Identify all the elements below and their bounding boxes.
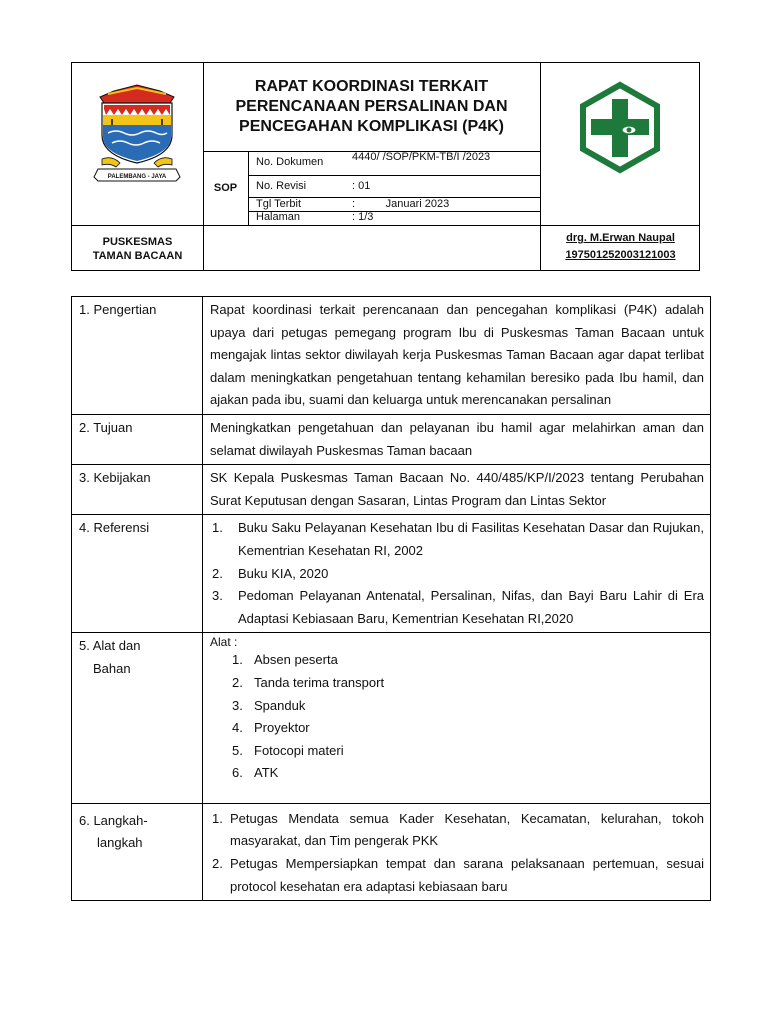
list-item bbox=[210, 808, 704, 853]
document-title-text: RAPAT KOORDINASI TERKAIT PERENCANAAN PERSALINAN DAN PENCEGAHAN KOMPLIKASI (P4K) bbox=[235, 78, 508, 135]
alat-list bbox=[210, 649, 704, 785]
meta-row-revisi bbox=[248, 175, 540, 198]
organization-name bbox=[72, 226, 204, 271]
tujuan-text: Meningkatkan pengetahuan dan pelayanan ibu hamil agar melahirkan aman dan selamat diwilayah Puskesmas Taman bacaan bbox=[210, 419, 704, 458]
list-text: Fotocopi materi bbox=[254, 742, 344, 758]
list-item bbox=[210, 672, 704, 695]
section-content bbox=[203, 414, 711, 464]
section-content bbox=[203, 803, 711, 900]
list-number: 2. bbox=[232, 674, 243, 690]
section-content bbox=[203, 633, 711, 804]
list-item bbox=[210, 740, 704, 763]
alat-heading: Alat : bbox=[210, 635, 238, 650]
section-content bbox=[203, 515, 711, 633]
list-item bbox=[210, 563, 704, 586]
list-number: 3. bbox=[232, 697, 243, 713]
sop-label bbox=[203, 151, 249, 225]
table-row bbox=[72, 297, 711, 415]
list-number: 4. bbox=[232, 720, 243, 736]
section-label bbox=[72, 633, 203, 804]
list-item bbox=[210, 649, 704, 672]
list-text: Tanda terima transport bbox=[254, 674, 385, 690]
list-item bbox=[210, 853, 704, 898]
section-label-text: 2. Tujuan bbox=[79, 419, 133, 435]
list-text: Buku KIA, 2020 bbox=[238, 565, 329, 581]
list-text: Absen peserta bbox=[254, 652, 338, 668]
table-row bbox=[72, 465, 711, 515]
list-number: 1. bbox=[212, 810, 223, 826]
signer-nip: 197501252003121003 bbox=[565, 249, 676, 261]
document-meta bbox=[248, 151, 540, 225]
sop-content-table bbox=[71, 296, 711, 901]
section-label bbox=[72, 414, 203, 464]
puskesmas-logo-cell bbox=[540, 63, 700, 225]
header-bottom-row bbox=[72, 225, 699, 271]
list-item bbox=[210, 717, 704, 740]
section-label-text: langkah bbox=[97, 835, 143, 851]
kebijakan-text: SK Kepala Puskesmas Taman Bacaan No. 440/485/KP/I/2023 tentang Perubahan Surat Keputusan dengan Sasaran, Lintas Program dan Lintas Sektor bbox=[210, 470, 704, 508]
list-text: Petugas Mendata semua Kader Kesehatan, Kecamatan, kelurahan, tokoh masyarakat, dan Tim pengerak PKK bbox=[230, 810, 704, 849]
puskesmas-logo-icon bbox=[541, 63, 700, 225]
meta-label: No. Dokumen bbox=[256, 156, 324, 168]
list-number: 5. bbox=[232, 742, 243, 758]
document-title bbox=[203, 63, 540, 152]
list-text: Pedoman Pelayanan Antenatal, Persalinan, Nifas, dan Bayi Baru Lahir di Era Adaptasi Kebiasaan Baru, Kementrian Kesehatan RI,2020 bbox=[238, 588, 704, 626]
list-text: Spanduk bbox=[254, 697, 306, 713]
list-number: 3. bbox=[212, 588, 223, 604]
sop-label-text: SOP bbox=[213, 182, 238, 194]
organization-name-text: PUSKESMAS TAMAN BACAAN bbox=[92, 235, 183, 262]
table-row bbox=[72, 515, 711, 633]
section-label-text: 3. Kebijakan bbox=[79, 470, 151, 486]
meta-row-halaman bbox=[248, 211, 540, 225]
list-number: 1. bbox=[232, 652, 243, 668]
section-content bbox=[203, 465, 711, 515]
section-label bbox=[72, 465, 203, 515]
meta-value: : 1/3 bbox=[352, 211, 374, 223]
section-label bbox=[72, 515, 203, 633]
section-label-text: 4. Referensi bbox=[79, 520, 150, 536]
table-row bbox=[72, 414, 711, 464]
city-logo-cell bbox=[72, 63, 204, 225]
section-label bbox=[72, 297, 203, 415]
section-label-text: 1. Pengertian bbox=[79, 302, 157, 317]
section-label bbox=[72, 803, 203, 900]
section-content bbox=[203, 297, 711, 415]
meta-value: : Januari 2023 bbox=[352, 198, 450, 210]
meta-row-terbit bbox=[248, 197, 540, 212]
list-number: 2. bbox=[212, 856, 223, 872]
meta-label: No. Revisi bbox=[256, 180, 307, 192]
list-item bbox=[210, 762, 704, 785]
section-label-text: 6. Langkah- bbox=[79, 812, 148, 828]
meta-value: : 01 bbox=[352, 180, 371, 192]
meta-value: 4440/ /SOP/PKM-TB/I /2023 bbox=[352, 151, 491, 163]
referensi-list bbox=[210, 517, 704, 630]
meta-label: Tgl Terbit bbox=[256, 198, 302, 210]
section-label-text: 5. Alat dan bbox=[79, 638, 141, 654]
meta-row-dokumen bbox=[248, 151, 540, 176]
list-number: 1. bbox=[212, 520, 223, 536]
emblem-ribbon-text: PALEMBANG - JAYA bbox=[107, 174, 167, 180]
meta-label: Halaman bbox=[256, 211, 301, 223]
list-number: 2. bbox=[212, 565, 223, 581]
sop-header bbox=[71, 62, 700, 271]
list-text: Petugas Mempersiapkan tempat dan sarana pelaksanaan pertemuan, sesuai protocol kesehatan era adaptasi kebiasaan baru bbox=[230, 856, 704, 894]
list-number: 6. bbox=[232, 765, 243, 781]
list-item bbox=[210, 585, 704, 630]
list-item bbox=[210, 695, 704, 718]
table-row bbox=[72, 633, 711, 804]
palembang-emblem-icon bbox=[72, 63, 203, 225]
table-row bbox=[72, 803, 711, 900]
signature-block bbox=[540, 226, 700, 271]
signer-name: drg. M.Erwan Naupal bbox=[566, 232, 675, 244]
langkah-list bbox=[210, 808, 704, 898]
list-item bbox=[210, 517, 704, 562]
section-label-text: Bahan bbox=[93, 660, 131, 676]
pengertian-text: Rapat koordinasi terkait perencanaan dan pencegahan komplikasi (P4K) adalah upaya dari petugas pemegang program Ibu di Puskesmas Taman Bacaan untuk mengajak lintas sektor diwilayah kerja Puskesmas Taman Bacaan agar dapat terlibat dalam meningkatkan pengetahuan tentang kehamilan beresiko pada Ibu hamil, dan ajakan pada ibu, suami dan keluarga untuk merencanakan persalinan bbox=[210, 302, 704, 408]
list-text: Proyektor bbox=[254, 720, 310, 736]
list-text: Buku Saku Pelayanan Kesehatan Ibu di Fasilitas Kesehatan Dasar dan Rujukan, Kementrian Kesehatan RI, 2002 bbox=[238, 520, 704, 558]
list-text: ATK bbox=[254, 765, 279, 781]
